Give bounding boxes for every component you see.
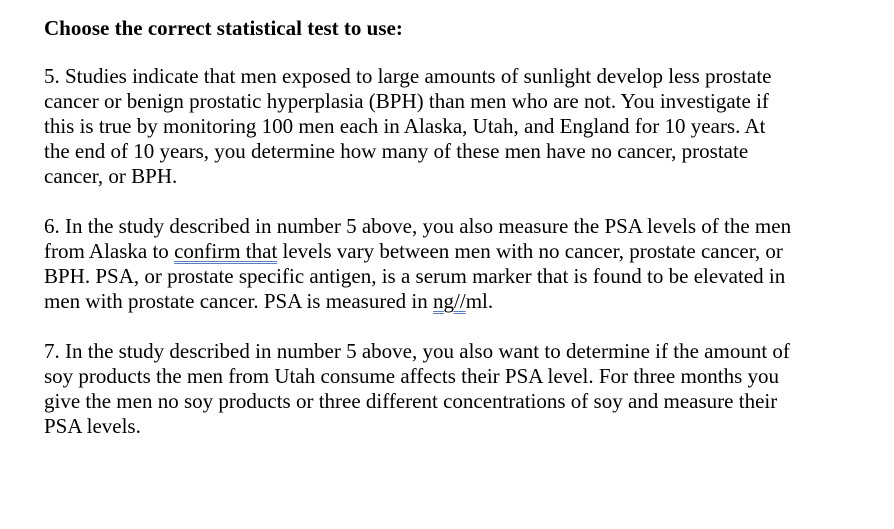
question-5-line: 5. Studies indicate that men exposed to large amounts of sunlight develop less prostate bbox=[44, 64, 772, 88]
question-6-text: from Alaska to bbox=[44, 239, 175, 263]
question-7-line: 7. In the study described in number 5 above, you also want to determine if the amount of bbox=[44, 339, 790, 363]
document-heading: Choose the correct statistical test to use: bbox=[44, 16, 403, 40]
question-5 bbox=[44, 64, 844, 189]
grammar-flag-ng[interactable]: ng// bbox=[433, 289, 466, 313]
question-5-line: cancer or benign prostatic hyperplasia (BPH) than men who are not. You investigate if bbox=[44, 89, 769, 113]
question-7-line: give the men no soy products or three different concentrations of soy and measure their bbox=[44, 389, 778, 413]
question-5-line: the end of 10 years, you determine how many of these men have no cancer, prostate bbox=[44, 139, 749, 163]
question-7-line: soy products the men from Utah consume affects their PSA level. For three months you bbox=[44, 364, 780, 388]
question-6-text: ml. bbox=[465, 289, 494, 313]
question-6-line: 6. In the study described in number 5 above, you also measure the PSA levels of the men bbox=[44, 214, 792, 238]
question-6-line bbox=[44, 289, 844, 314]
question-6-text: men with prostate cancer. PSA is measured in bbox=[44, 289, 434, 313]
question-6-text: levels vary between men with no cancer, prostate cancer, or bbox=[277, 239, 783, 263]
question-6-line bbox=[44, 239, 844, 264]
grammar-flag-confirm-that[interactable]: confirm that bbox=[174, 239, 278, 263]
question-6 bbox=[44, 214, 844, 314]
document-page bbox=[44, 14, 844, 464]
question-7-line: PSA levels. bbox=[44, 414, 141, 438]
question-7 bbox=[44, 339, 844, 439]
question-6-line: BPH. PSA, or prostate specific antigen, is a serum marker that is found to be elevated in bbox=[44, 264, 786, 288]
question-5-line: cancer, or BPH. bbox=[44, 164, 178, 188]
question-5-line: this is true by monitoring 100 men each in Alaska, Utah, and England for 10 years. At bbox=[44, 114, 766, 138]
